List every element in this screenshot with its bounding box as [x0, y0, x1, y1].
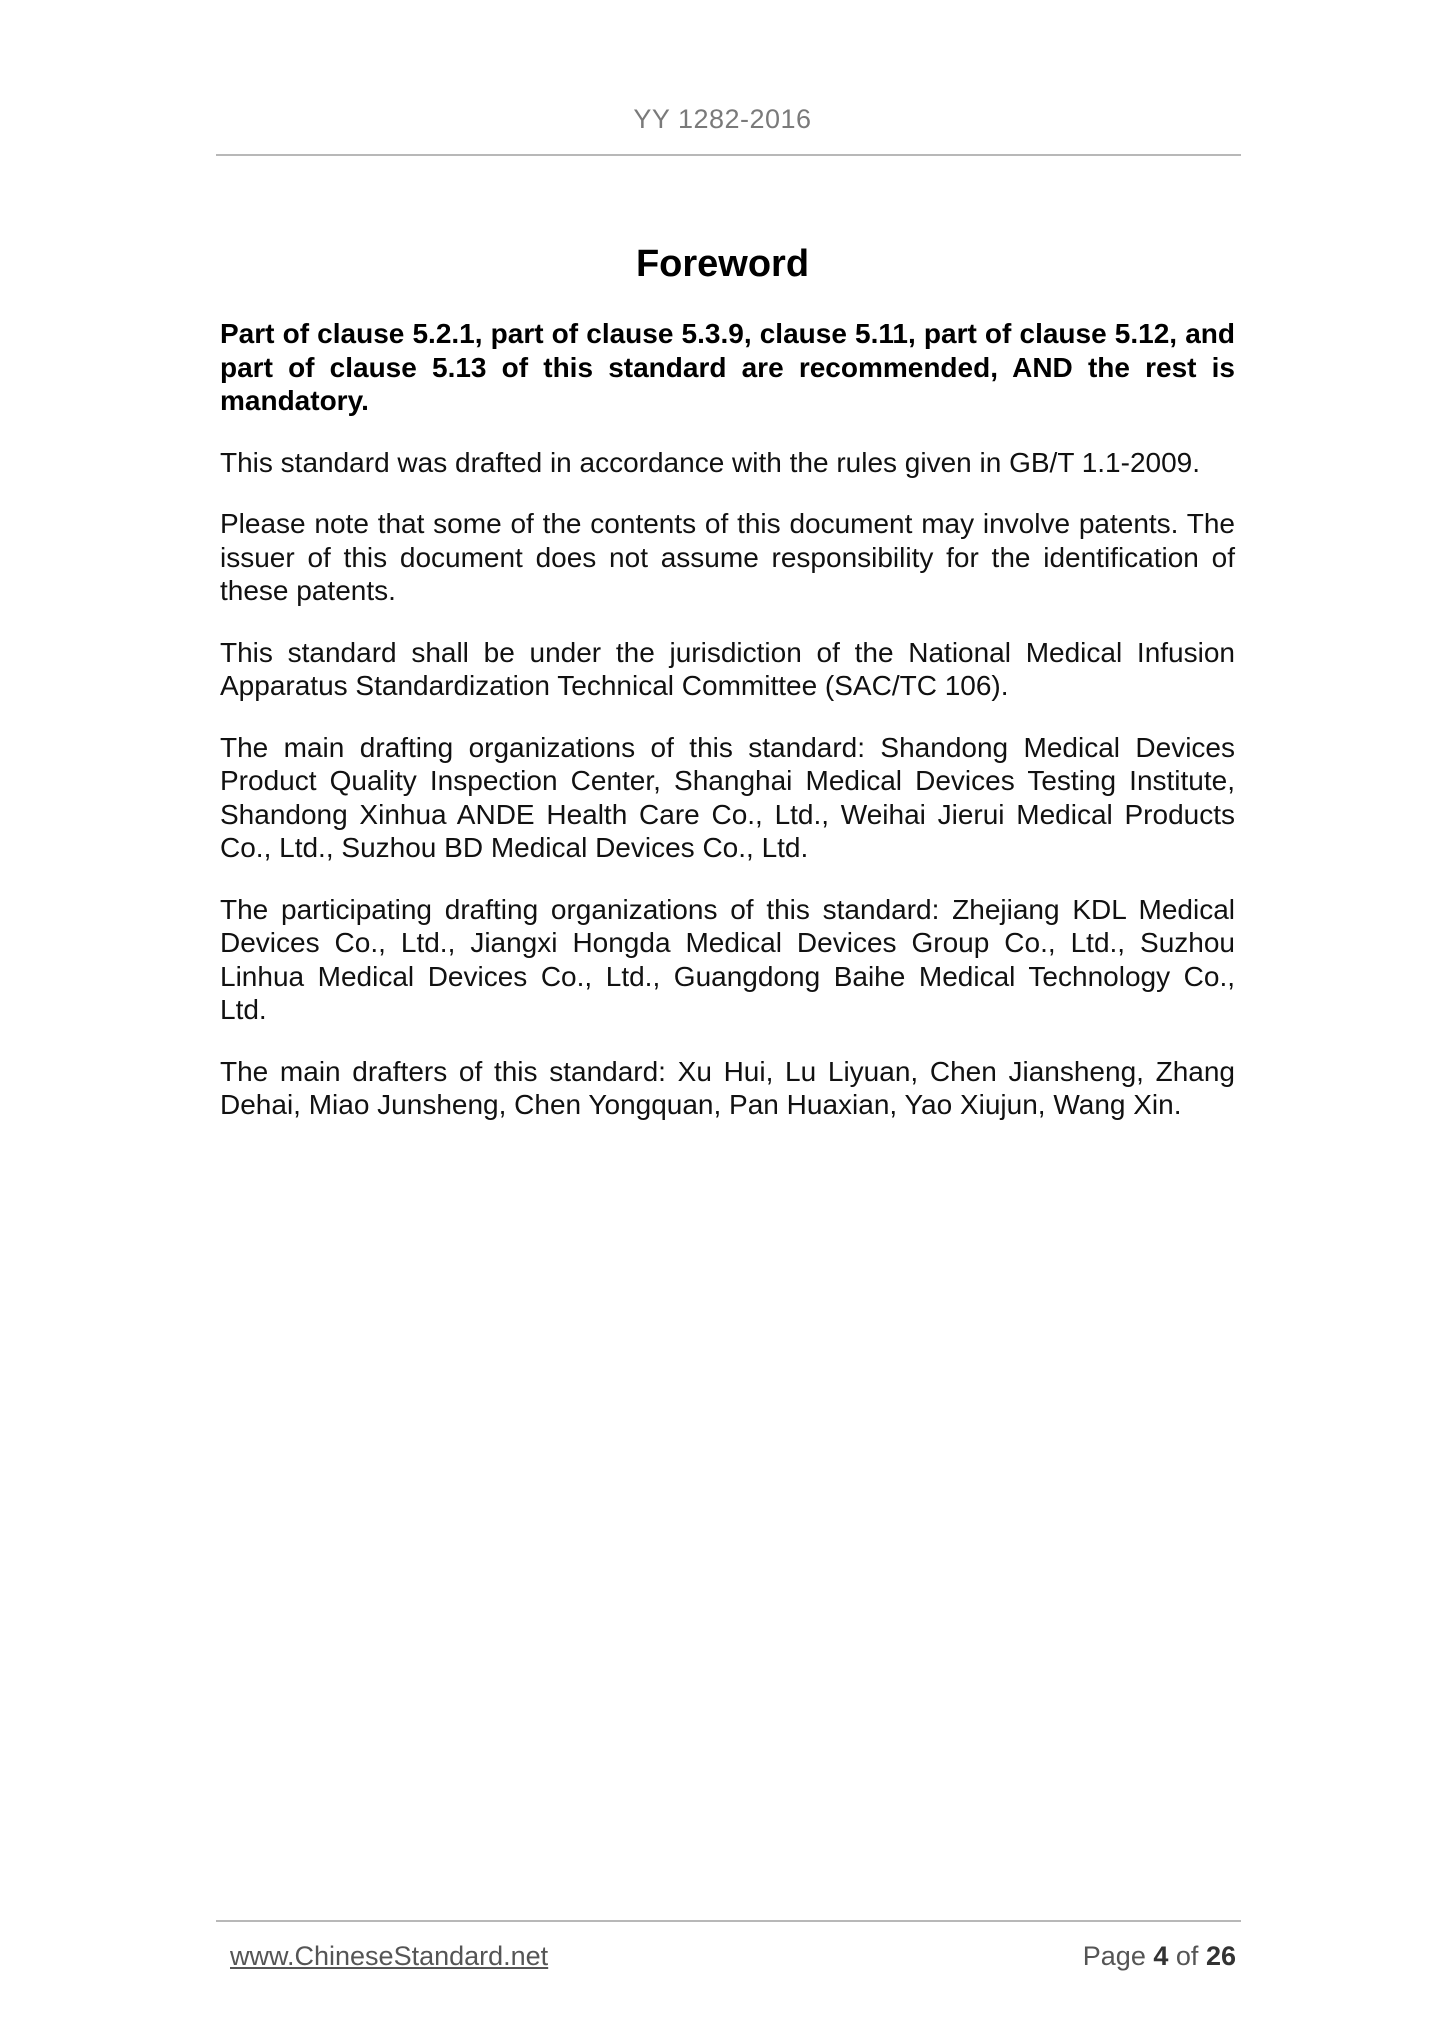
page-prefix: Page [1082, 1941, 1146, 1971]
header-standard-code: YY 1282-2016 [633, 104, 812, 134]
paragraph-participating-organizations: The participating drafting organizations of this standard: Zhejiang KDL Medical Devices Co., Ltd., Jiangxi Hongda Medical Devices Group Co., Ltd., Suzhou Linhua Medical Devices Co., Ltd., Guangdong Baihe Medical Technology Co., Ltd. [220, 893, 1235, 1025]
foreword-body [220, 317, 1235, 1150]
footer-website-link[interactable]: www.ChineseStandard.net [230, 1941, 549, 1971]
paragraph-main-drafting-organizations: The main drafting organizations of this standard: Shandong Medical Devices Product Quality Inspection Center, Shanghai Medical Devices Testing Institute, Shandong Xinhua ANDE Health Care Co., Ltd., Weihai Jierui Medical Products Co., Ltd., Suzhou BD Medical Devices Co., Ltd. [220, 731, 1235, 863]
paragraph-jurisdiction: This standard shall be under the jurisdiction of the National Medical Infusion Apparatus Standardization Technical Committee (SAC/TC 106). [220, 636, 1235, 701]
paragraph-drafting-rules: This standard was drafted in accordance with the rules given in GB/T 1.1-2009. [220, 446, 1201, 478]
footer-page-number [1083, 1941, 1236, 1972]
page-title: Foreword [635, 243, 810, 285]
footer-divider [216, 1920, 1241, 1922]
paragraph-mandatory-notice: Part of clause 5.2.1, part of clause 5.3.9, clause 5.11, part of clause 5.12, and part of clause 5.13 of this standard are recommended, AND the rest is mandatory. [220, 318, 1235, 416]
paragraph-patents-notice: Please note that some of the contents of this document may involve patents. The issuer of this document does not assume responsibility for the identification of these patents. [220, 508, 1235, 606]
page-total: 26 [1205, 1941, 1236, 1971]
header-divider [216, 154, 1241, 156]
paragraph-main-drafters: The main drafters of this standard: Xu Hui, Lu Liyuan, Chen Jiansheng, Zhang Dehai, Miao Junsheng, Chen Yongquan, Pan Huaxian, Yao Xiujun, Wang Xin. [220, 1055, 1235, 1120]
page-current: 4 [1153, 1941, 1169, 1971]
page-of: of [1175, 1941, 1199, 1971]
